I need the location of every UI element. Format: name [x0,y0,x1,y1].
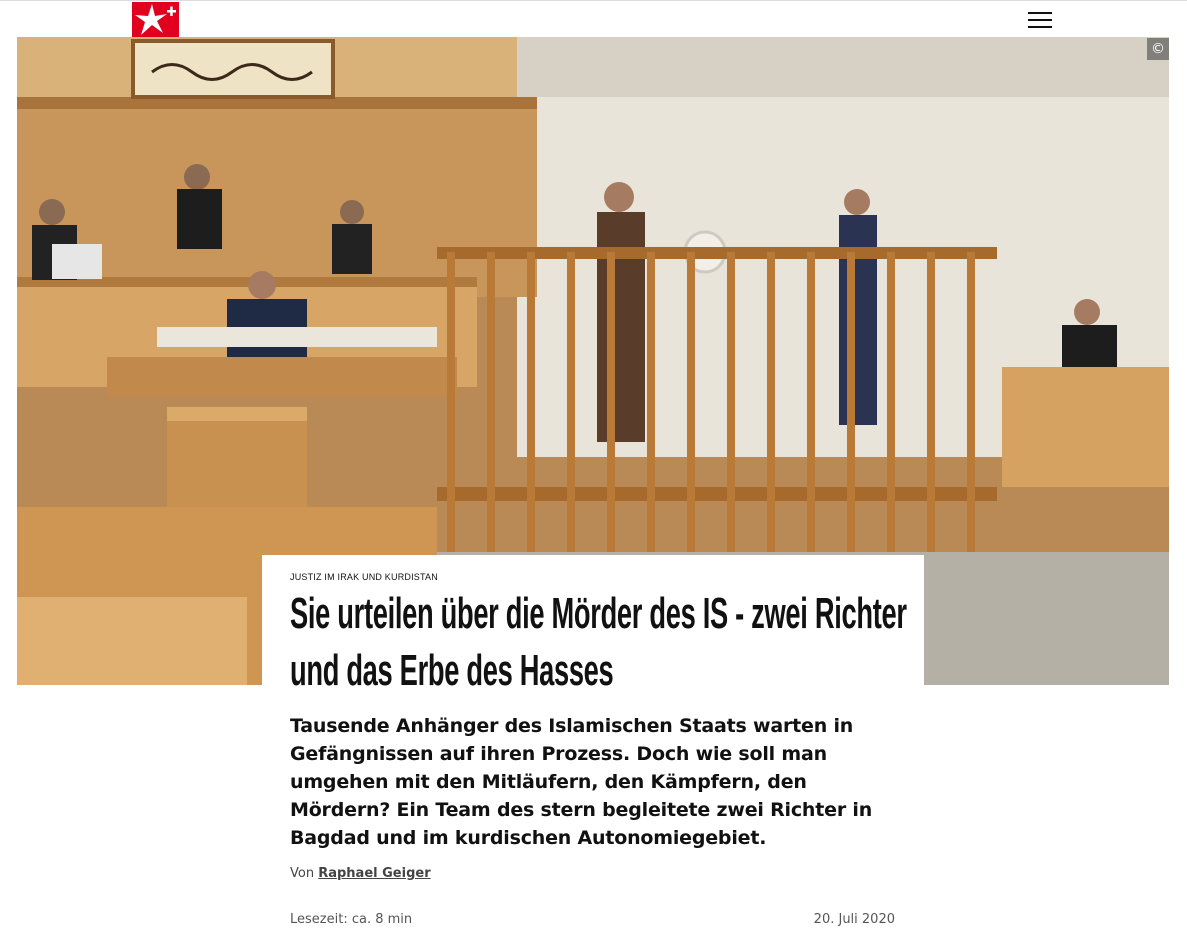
hamburger-menu-icon[interactable] [1026,10,1054,30]
reading-time: Lesezeit: ca. 8 min [290,912,413,927]
article-byline [290,866,431,881]
menu-line [1028,12,1052,14]
publish-date: 20. Juli 2020 [813,912,895,927]
article-lead: Tausende Anhänger des Islamischen Staats warten in Gefängnissen auf ihren Prozess. Doch wie soll man umgehen mit den Mitläufern, den Kämpfern, den Mördern? Ein Team des stern begleitete zwei Richter in Bagdad und im kurdischen Autonomiegebiet. [290,715,873,849]
author-link[interactable]: Raphael Geiger [318,866,431,881]
article-headline: Sie urteilen über die Mörder des IS - zwei Richter und das Erbe des Hasses [290,589,907,695]
stern-plus-logo[interactable] [132,2,179,38]
menu-line [1028,26,1052,28]
star-logo-icon [132,2,179,38]
top-navigation-bar [0,0,1187,37]
article-kicker: JUSTIZ IM IRAK UND KURDISTAN [290,572,438,582]
copyright-badge[interactable]: © [1147,38,1169,60]
byline-prefix: Von [290,866,315,881]
menu-line [1028,19,1052,21]
